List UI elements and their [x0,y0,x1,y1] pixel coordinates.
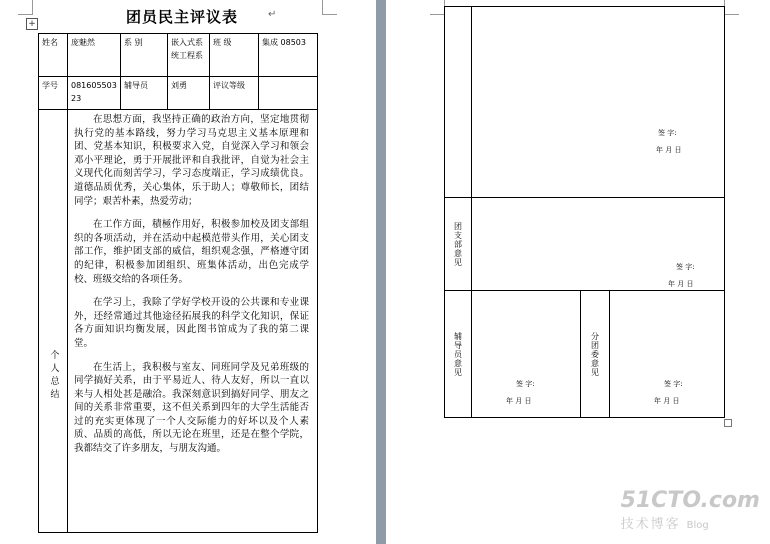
advisor-opinion-label: 辅导员意见 [453,331,463,377]
branch-sign-label: 签 字: [676,263,695,271]
name-value: 庞魅然 [71,38,95,47]
advisor-opinion-label-cell [444,290,472,418]
branch-date-label: 年 月 日 [668,280,694,288]
crop-mark-top-left-right-page [430,0,445,15]
summary-paragraph-4: 在生活上，我积极与室友、同班同学及兄弟班级的同学搞好关系，由于平易近人、待人友好，所以一直以来与人相处甚是融洽。我深刻意识到搞好同学、朋友之间的关系非常重要，这不但关系到四年的大学生活能否过的充实更体现了一个人交际能力的好坏以及个人素质、品质的高低，所以无论在班里，还是在整个学院，我都结交了许多朋友，与朋友沟通。 [74,361,309,455]
paragraph-mark: ↵ [268,9,277,20]
committee-sign-label: 签 字: [664,380,683,388]
dept-value: 嵌入式系统工程系 [171,38,203,60]
summary-label-cell [38,109,68,533]
crop-mark-top-right-right-page [724,0,739,15]
committee-date-label: 年 月 日 [654,397,680,405]
name-label-cell [38,33,68,77]
summary-label: 个人总结 [48,350,59,402]
document-title: 团员民主评议表 [126,8,239,26]
branch-opinion-label: 团支部意见 [453,221,463,267]
dept-label-cell [120,33,168,77]
table-move-handle-icon[interactable]: + [26,18,38,30]
advisor-value: 刘勇 [171,81,187,90]
committee-opinion-label: 分团委意见 [590,331,600,377]
class-label-cell [209,33,259,77]
document-page-right [386,0,770,544]
opinion-top-sign-label: 签 字: [658,129,677,137]
summary-paragraph-2: 在工作方面，積極作用好，积极参加校及团支部组织的各项活动，并在活动中起模范带头作用，关心团支部工作，维护团支部的威信，组织观念强，严格遵守团的纪律，积极参加团组织、班集体活动，出色完成学校、班级交给的各项任务。 [74,219,309,285]
opinion-top-label-cell [444,6,472,198]
watermark-logo: 51CTO.com [620,488,760,513]
grade-value-cell[interactable] [258,76,318,110]
class-value: 集成 08503 [262,38,306,47]
opinion-top-content-cell[interactable] [471,6,725,198]
watermark-subtitle: 技术博客 [620,517,681,532]
advisor-opinion-content-cell[interactable] [471,290,581,418]
class-label: 班 级 [213,38,232,47]
watermark-blog: Blog [686,520,709,531]
advisor-value-cell[interactable] [167,76,210,110]
name-value-cell[interactable] [67,33,121,77]
summary-paragraph-3: 在学习上，我除了学好学校开设的公共课和专业课外，还经常通过其他途径拓展我的科学文化知识，保证各方面知识均衡发展，因此图书馆成为了我的第二课堂。 [74,297,309,349]
advisor-date-label: 年 月 日 [506,397,532,405]
id-label: 学号 [42,81,58,90]
dept-label: 系 别 [124,38,143,47]
id-value-cell[interactable] [67,76,121,110]
summary-paragraph-1: 在思想方面，我坚持正确的政治方向，坚定地贯彻执行党的基本路线，努力学习马克思主义基本原理和团、党基本知识，积极要求入党，自觉深入学习和领会邓小平理论，勇于开展批评和自我批评，自觉为社会主义现代化而刻苦学习，学习态度端正，学习成绩优良。道德品质优秀，关心集体，乐于助人；尊敬师长，团结同学；艰苦朴素，热爱劳动； [74,114,309,207]
branch-opinion-content-cell[interactable] [471,197,725,291]
page-gutter [376,0,386,544]
site-watermark [621,488,760,532]
table-resize-handle[interactable] [724,419,732,427]
crop-mark-top-left [18,0,33,15]
grade-label: 评议等级 [213,81,245,90]
committee-opinion-label-cell [580,290,610,418]
id-label-cell [38,76,68,110]
crop-mark-top-right [322,0,337,15]
watermark-subline [621,513,760,532]
class-value-cell[interactable] [258,33,318,77]
opinion-top-date-label: 年 月 日 [656,146,682,154]
summary-content-cell[interactable] [67,109,318,533]
document-page-left [0,0,376,544]
grade-label-cell [209,76,259,110]
advisor-sign-label: 签 字: [516,380,535,388]
name-label: 姓名 [42,38,58,47]
advisor-label: 辅导员 [124,81,148,90]
advisor-label-cell [120,76,168,110]
dept-value-cell[interactable] [167,33,210,77]
committee-opinion-content-cell[interactable] [609,290,725,418]
branch-opinion-label-cell [444,197,472,291]
id-value: 08160550323 [71,81,117,103]
